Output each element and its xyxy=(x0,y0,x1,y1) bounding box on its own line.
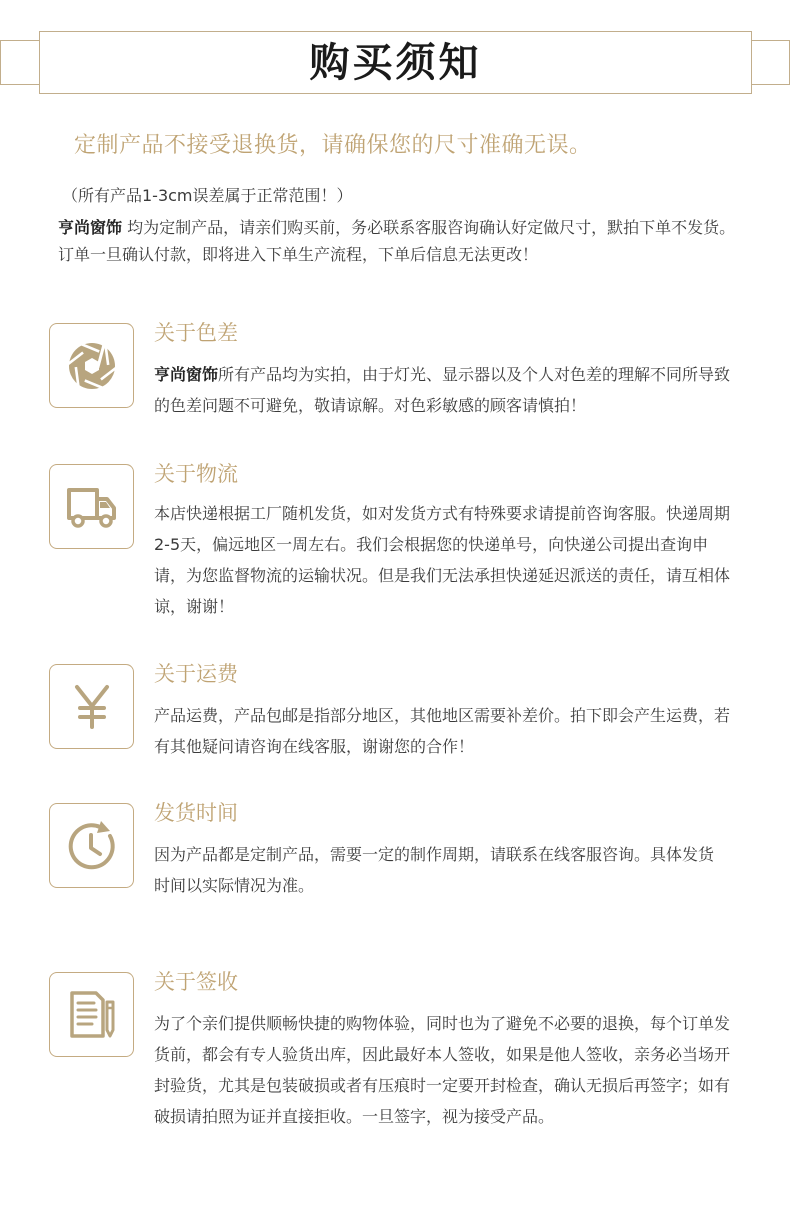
intro-text: 均为定制产品，请亲们购买前，务必联系客服咨询确认好定做尺寸，默拍下单不发货。订单一旦确认付款，即将进入下单生产流程，下单后信息无法更改！ xyxy=(58,218,736,264)
section-text: 本店快递根据工厂随机发货，如对发货方式有特殊要求请提前咨询客服。快递周期2-5天，偏远地区一周左右。我们会根据您的快递单号，向快递公司提出查询申请，为您监督物流的运输状况。但是我们无法承担快递延迟派送的责任，请互相体谅，谢谢！ xyxy=(154,504,731,616)
icon-frame xyxy=(49,803,134,888)
aperture-icon xyxy=(67,341,117,391)
section-title: 关于色差 xyxy=(154,321,238,345)
header-line-left-vertical xyxy=(0,40,1,85)
brand-name: 亨尚窗饰 xyxy=(154,365,219,384)
tolerance-note: （所有产品1-3cm误差属于正常范围！） xyxy=(62,186,353,205)
header-frame xyxy=(39,31,752,94)
section-title: 发货时间 xyxy=(154,801,238,825)
section-text: 为了个亲们提供顺畅快捷的购物体验，同时也为了避免不必要的退换，每个订单发货前，都会有专人验货出库，因此最好本人签收，如果是他人签收，亲务必当场开封验货，尤其是包装破损或者有压痕时一定要开封检查，确认无损后再签字；如有破损请拍照为证并直接拒收。一旦签字，视为接受产品。 xyxy=(154,1014,731,1126)
highlight-notice: 定制产品不接受退换货，请确保您的尺寸准确无误。 xyxy=(74,133,592,158)
document-pen-icon xyxy=(68,990,116,1040)
icon-frame xyxy=(49,664,134,749)
section-title: 关于物流 xyxy=(154,462,238,486)
clock-icon xyxy=(66,820,118,872)
section-text: 因为产品都是定制产品，需要一定的制作周期，请联系在线客服咨询。具体发货时间以实际情况为准。 xyxy=(154,845,715,895)
brand-name: 亨尚窗饰 xyxy=(58,218,123,237)
section-title: 关于签收 xyxy=(154,970,238,994)
truck-icon xyxy=(66,486,118,528)
header-line-left-bottom xyxy=(0,84,40,85)
header-line-right-top xyxy=(751,40,790,41)
yen-icon xyxy=(72,684,112,730)
icon-frame xyxy=(49,464,134,549)
icon-frame xyxy=(49,972,134,1057)
icon-frame xyxy=(49,323,134,408)
header-line-right-bottom xyxy=(751,84,790,85)
header-line-left-top xyxy=(0,40,40,41)
section-text: 产品运费，产品包邮是指部分地区，其他地区需要补差价。拍下即会产生运费，若有其他疑问请咨询在线客服，谢谢您的合作！ xyxy=(154,706,731,756)
section-title: 关于运费 xyxy=(154,662,238,686)
intro-paragraph xyxy=(58,214,738,268)
section-text: 亨尚窗饰所有产品均为实拍，由于灯光、显示器以及个人对色差的理解不同所导致的色差问题不可避免，敬请谅解。对色彩敏感的顾客请慎拍！ xyxy=(154,365,731,415)
page-title: 购买须知 xyxy=(309,39,482,86)
